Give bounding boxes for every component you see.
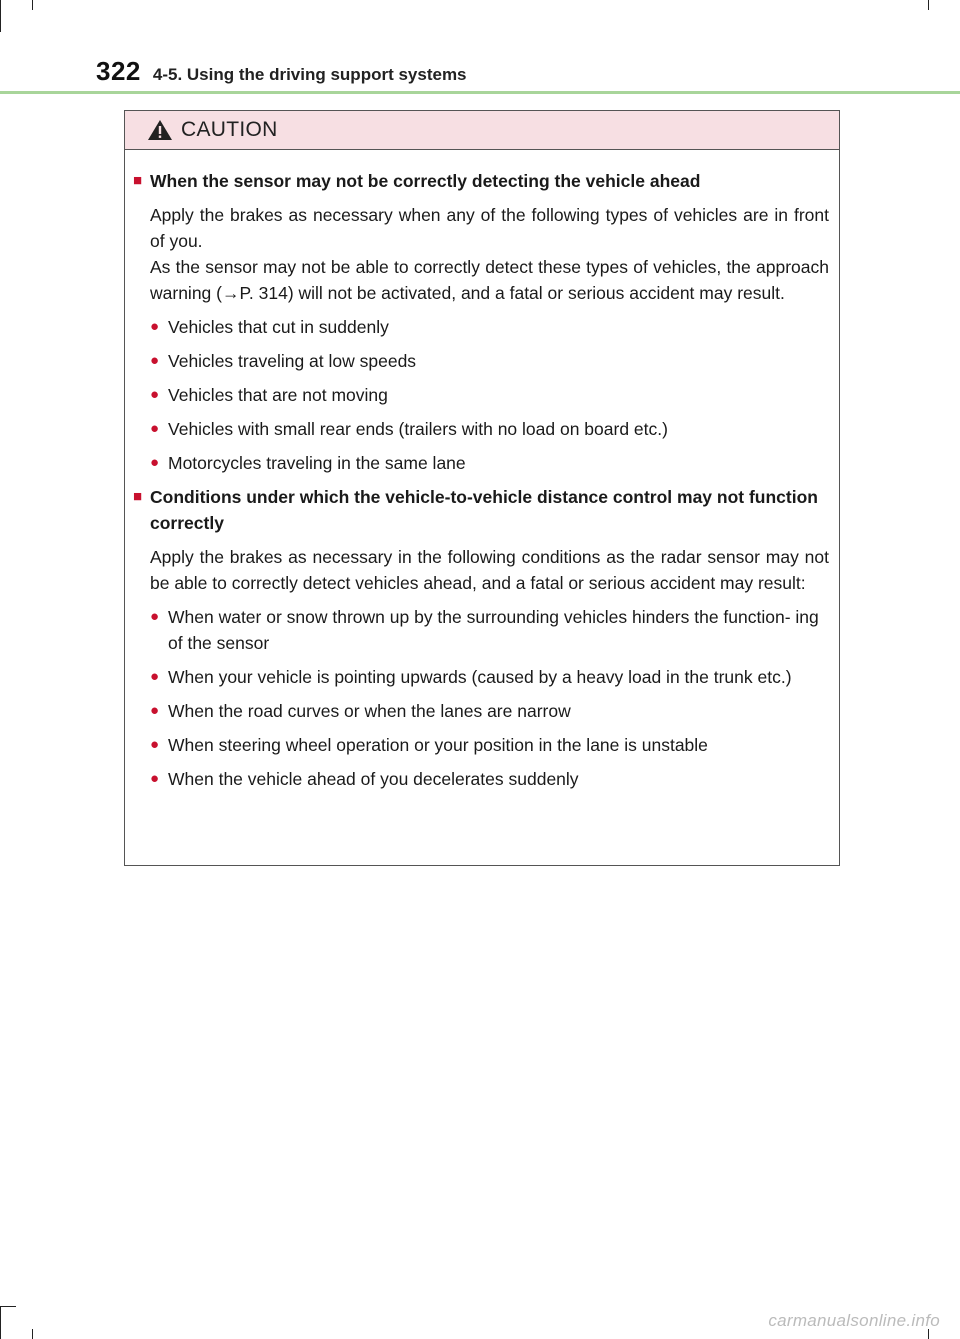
list-item	[150, 604, 829, 656]
round-bullet-icon: ●	[150, 318, 160, 335]
paragraph-text: Apply the brakes as necessary when any of the following types of vehicles are in front of you.	[150, 205, 829, 251]
header-divider	[0, 91, 960, 94]
list-item-text: When the vehicle ahead of you decelerates suddenly	[168, 769, 579, 789]
paragraph-text: As the sensor may not be able to correctly detect these types of vehicles, the approach warning (→P. 314) will not be activated, and a fatal or serious accident may result.	[150, 257, 829, 303]
list-item	[150, 416, 829, 442]
watermark: carmanualsonline.info	[768, 1311, 940, 1330]
paragraph	[150, 544, 829, 596]
section-heading-text: When the sensor may not be correctly detecting the vehicle ahead	[150, 171, 701, 191]
caution-content	[125, 150, 839, 792]
square-bullet-icon: ■	[133, 172, 143, 189]
list-item	[150, 698, 829, 724]
list-item-text: When water or snow thrown up by the surrounding vehicles hinders the function- ing of the sensor	[168, 607, 819, 653]
section-heading-text: Conditions under which the vehicle-to-vehicle distance control may not function correctly	[150, 487, 818, 533]
list-item	[150, 664, 829, 690]
list-item-text: When your vehicle is pointing upwards (caused by a heavy load in the trunk etc.)	[168, 667, 792, 687]
list-item-text: Motorcycles traveling in the same lane	[168, 453, 466, 473]
round-bullet-icon: ●	[150, 736, 160, 753]
section-heading	[133, 484, 829, 536]
list-item	[150, 732, 829, 758]
crop-mark	[928, 0, 929, 10]
round-bullet-icon: ●	[150, 668, 160, 685]
list-item	[150, 382, 829, 408]
round-bullet-icon: ●	[150, 352, 160, 369]
list-item-text: Vehicles that cut in suddenly	[168, 317, 389, 337]
list-item	[150, 348, 829, 374]
crop-mark	[0, 1306, 1, 1339]
section-title: 4-5. Using the driving support systems	[152, 65, 467, 84]
round-bullet-icon: ●	[150, 770, 160, 787]
round-bullet-icon: ●	[150, 702, 160, 719]
round-bullet-icon: ●	[150, 386, 160, 403]
round-bullet-icon: ●	[150, 420, 160, 437]
list-item-text: Vehicles that are not moving	[168, 385, 388, 405]
page-header	[96, 56, 467, 86]
round-bullet-icon: ●	[150, 608, 160, 625]
paragraph	[150, 202, 829, 306]
crop-mark	[32, 0, 33, 10]
round-bullet-icon: ●	[150, 454, 160, 471]
list-item-text: When steering wheel operation or your position in the lane is unstable	[168, 735, 708, 755]
crop-mark	[0, 0, 1, 32]
crop-mark	[0, 1306, 16, 1307]
caution-box	[124, 110, 840, 866]
caution-header	[125, 111, 839, 150]
warning-triangle-icon	[147, 119, 173, 141]
crop-mark	[32, 1329, 33, 1339]
square-bullet-icon: ■	[133, 488, 143, 505]
list-item	[150, 314, 829, 340]
page-number: 322	[96, 56, 141, 86]
list-item	[150, 450, 829, 476]
paragraph-text: Apply the brakes as necessary in the following conditions as the radar sensor may not be able to correctly detect vehicles ahead, and a fatal or serious accident may result:	[150, 547, 829, 593]
list-item-text: When the road curves or when the lanes are narrow	[168, 701, 571, 721]
list-item-text: Vehicles with small rear ends (trailers with no load on board etc.)	[168, 419, 668, 439]
list-item-text: Vehicles traveling at low speeds	[168, 351, 417, 371]
list-item	[150, 766, 829, 792]
caution-title: CAUTION	[181, 118, 278, 141]
section-heading	[133, 168, 829, 194]
